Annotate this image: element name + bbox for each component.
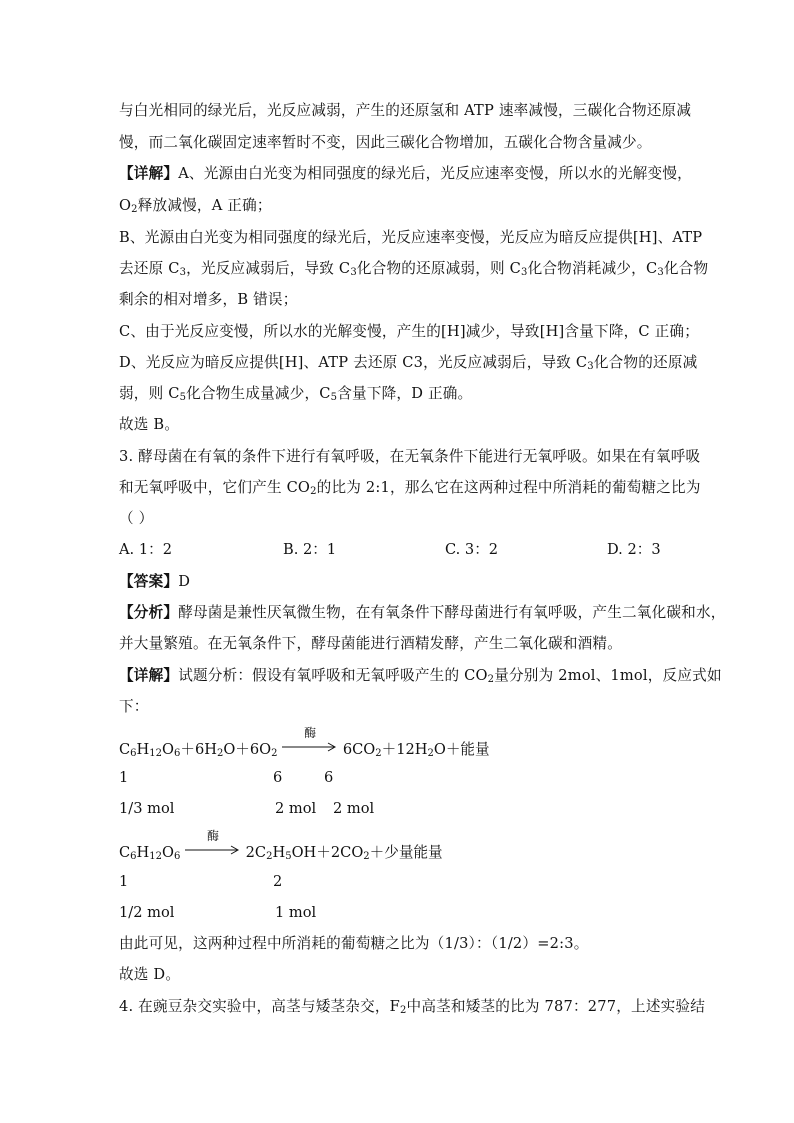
text-fragment: O＋能量 <box>433 741 490 758</box>
text-fragment: 中高茎和矮茎的比为 787：277，上述实验结 <box>406 998 705 1015</box>
text-fragment: 含量下降，D 正确。 <box>337 385 473 402</box>
enzyme-label: 酶 <box>206 829 219 843</box>
answer-line <box>119 572 190 592</box>
text-fragment: ＋12H <box>381 741 428 758</box>
detail-line: 剩余的相对增多，B 错误； <box>119 291 298 308</box>
text-fragment: C <box>119 844 131 861</box>
text-fragment: D、光反应为暗反应提供[H]、ATP 去还原 C3，光反应减弱后，导致 C <box>119 354 588 371</box>
detail-line <box>119 196 272 216</box>
text-fragment: 酵母菌是兼性厌氧微生物，在有氧条件下酵母菌进行有氧呼吸，产生二氧化碳和水， <box>178 604 726 621</box>
text-fragment: OH＋2CO <box>291 844 364 861</box>
text-fragment: O <box>162 844 174 861</box>
option-a-text: A、光源由白光变为相同强度的绿光后，光反应速率变慢，所以水的光解变慢， <box>178 165 692 182</box>
subscript: 5 <box>330 392 338 403</box>
question-3-stem: 3. 酵母菌在有氧的条件下进行有氧呼吸，在无氧条件下能进行无氧呼吸。如果在有氧呼吸 <box>119 448 701 465</box>
coefficient: 6 <box>324 769 334 786</box>
reaction-arrow <box>185 829 241 857</box>
subscript: 2 <box>427 748 434 759</box>
question-4-stem <box>119 997 705 1017</box>
text-fragment: 和无氧呼吸中，它们产生 CO <box>119 479 311 496</box>
conclusion-line: 由此可见，这两种过程中所消耗的葡萄糖之比为（1/3）：（1/2）=2:3。 <box>119 935 589 952</box>
text-fragment: 释放减慢，A 正确； <box>137 197 272 214</box>
text-fragment: 量分别为 2mol、1mol，反应式如 <box>494 667 722 684</box>
subscript: 2 <box>310 486 317 497</box>
option-c-text: C、由于光反应变慢，所以水的光解变慢，产生的[H]减少，导致[H]含量下降，C 正确； <box>119 323 699 340</box>
text-fragment: 弱，则 C <box>119 385 180 402</box>
question-3-stem <box>119 478 701 498</box>
detail-line <box>119 384 472 404</box>
mol-amount: 2 mol <box>275 800 317 817</box>
subscript: 3 <box>521 267 528 278</box>
mol-amount: 1 mol <box>275 904 317 921</box>
text-fragment: O <box>162 741 174 758</box>
answer-tag: 【答案】 <box>119 573 179 590</box>
detail-tag: 【详解】 <box>119 165 179 182</box>
subscript: 2 <box>131 204 138 215</box>
option-b: B. 2：1 <box>283 541 337 558</box>
subscript: 2 <box>399 1005 407 1016</box>
mol-amount: 1/3 mol <box>119 800 175 817</box>
text-fragment: 化合物的还原减 <box>593 354 698 371</box>
subscript: 3 <box>587 361 594 372</box>
coefficient: 2 <box>273 873 283 890</box>
text-fragment: O <box>119 197 132 214</box>
detail-line <box>119 164 692 184</box>
subscript: 2 <box>266 851 273 862</box>
option-d: D. 2：3 <box>607 541 661 558</box>
text-fragment: H <box>136 741 150 758</box>
detail-line: 下： <box>119 698 149 715</box>
text-fragment: H <box>272 844 286 861</box>
reaction-arrow <box>282 726 338 754</box>
arrow-icon <box>185 845 241 855</box>
text-fragment: ＋少量能量 <box>369 844 443 861</box>
coefficient: 1 <box>119 769 129 786</box>
mol-amount: 1/2 mol <box>119 904 175 921</box>
text-fragment: H <box>136 844 150 861</box>
subscript: 2 <box>487 674 495 685</box>
choice-line: 故选 D。 <box>119 966 181 983</box>
subscript: 3 <box>179 267 187 278</box>
detail-line <box>119 259 708 279</box>
subscript: 5 <box>285 851 292 862</box>
subscript: 2 <box>271 748 278 759</box>
text-fragment: O＋6O <box>223 741 272 758</box>
text-fragment: 化合物生成量减少，C <box>186 385 331 402</box>
subscript: 5 <box>179 392 187 403</box>
anaerobic-reaction-equation <box>119 829 443 863</box>
arrow-icon <box>282 742 338 752</box>
option-b-text: B、光源由白光变为相同强度的绿光后，光反应速率变慢，光反应为暗反应提供[H]、ATP <box>119 229 703 246</box>
answer-value: D <box>178 573 191 590</box>
text-fragment: 化合物的还原减弱，则 C <box>356 260 522 277</box>
detail-line <box>119 666 722 686</box>
analysis-tag: 【分析】 <box>119 604 179 621</box>
text-fragment: 6CO <box>342 741 376 758</box>
subscript: 2 <box>375 748 382 759</box>
coefficient: 1 <box>119 873 129 890</box>
subscript: 12 <box>149 748 163 759</box>
analysis-line: 并大量繁殖。在无氧条件下，酵母菌能进行酒精发酵，产生二氧化碳和酒精。 <box>119 635 622 652</box>
analysis-line <box>119 603 726 623</box>
text-fragment: 2C <box>245 844 267 861</box>
coefficient: 6 <box>273 769 283 786</box>
choice-line: 故选 B。 <box>119 416 180 433</box>
option-c: C. 3：2 <box>445 541 499 558</box>
option-d-text <box>119 353 697 373</box>
subscript: 6 <box>130 851 137 862</box>
mol-amount: 2 mol <box>333 800 375 817</box>
text-fragment: 化合物 <box>663 260 709 277</box>
answer-blank: （ ） <box>119 510 154 527</box>
subscript: 3 <box>350 267 357 278</box>
text-fragment: 试题分析：假设有氧呼吸和无氧呼吸产生的 CO <box>178 667 488 684</box>
text-fragment: 去还原 C <box>119 260 180 277</box>
subscript: 2 <box>363 851 370 862</box>
subscript: 6 <box>173 748 181 759</box>
enzyme-label: 酶 <box>304 726 317 740</box>
subscript: 2 <box>216 748 224 759</box>
subscript: 3 <box>657 267 664 278</box>
subscript: 6 <box>130 748 137 759</box>
text-fragment: 化合物消耗减少，C <box>527 260 658 277</box>
subscript: 12 <box>149 851 163 862</box>
analysis-line: 慢，而二氧化碳固定速率暂时不变，因此三碳化合物增加，五碳化合物含量减少。 <box>119 134 652 151</box>
aerobic-reaction-equation <box>119 726 490 760</box>
analysis-line: 与白光相同的绿光后，光反应减弱，产生的还原氢和 ATP 速率减慢，三碳化合物还原减 <box>119 102 692 119</box>
text-fragment: ，光反应减弱后，导致 C <box>186 260 351 277</box>
text-fragment: C <box>119 741 131 758</box>
text-fragment: 4. 在豌豆杂交实验中，高茎与矮茎杂交，F <box>119 998 400 1015</box>
detail-tag: 【详解】 <box>119 667 179 684</box>
option-a: A. 1：2 <box>119 541 172 558</box>
text-fragment: 的比为 2:1，那么它在这两种过程中所消耗的葡萄糖之比为 <box>316 479 701 496</box>
text-fragment: ＋6H <box>180 741 217 758</box>
subscript: 6 <box>173 851 181 862</box>
